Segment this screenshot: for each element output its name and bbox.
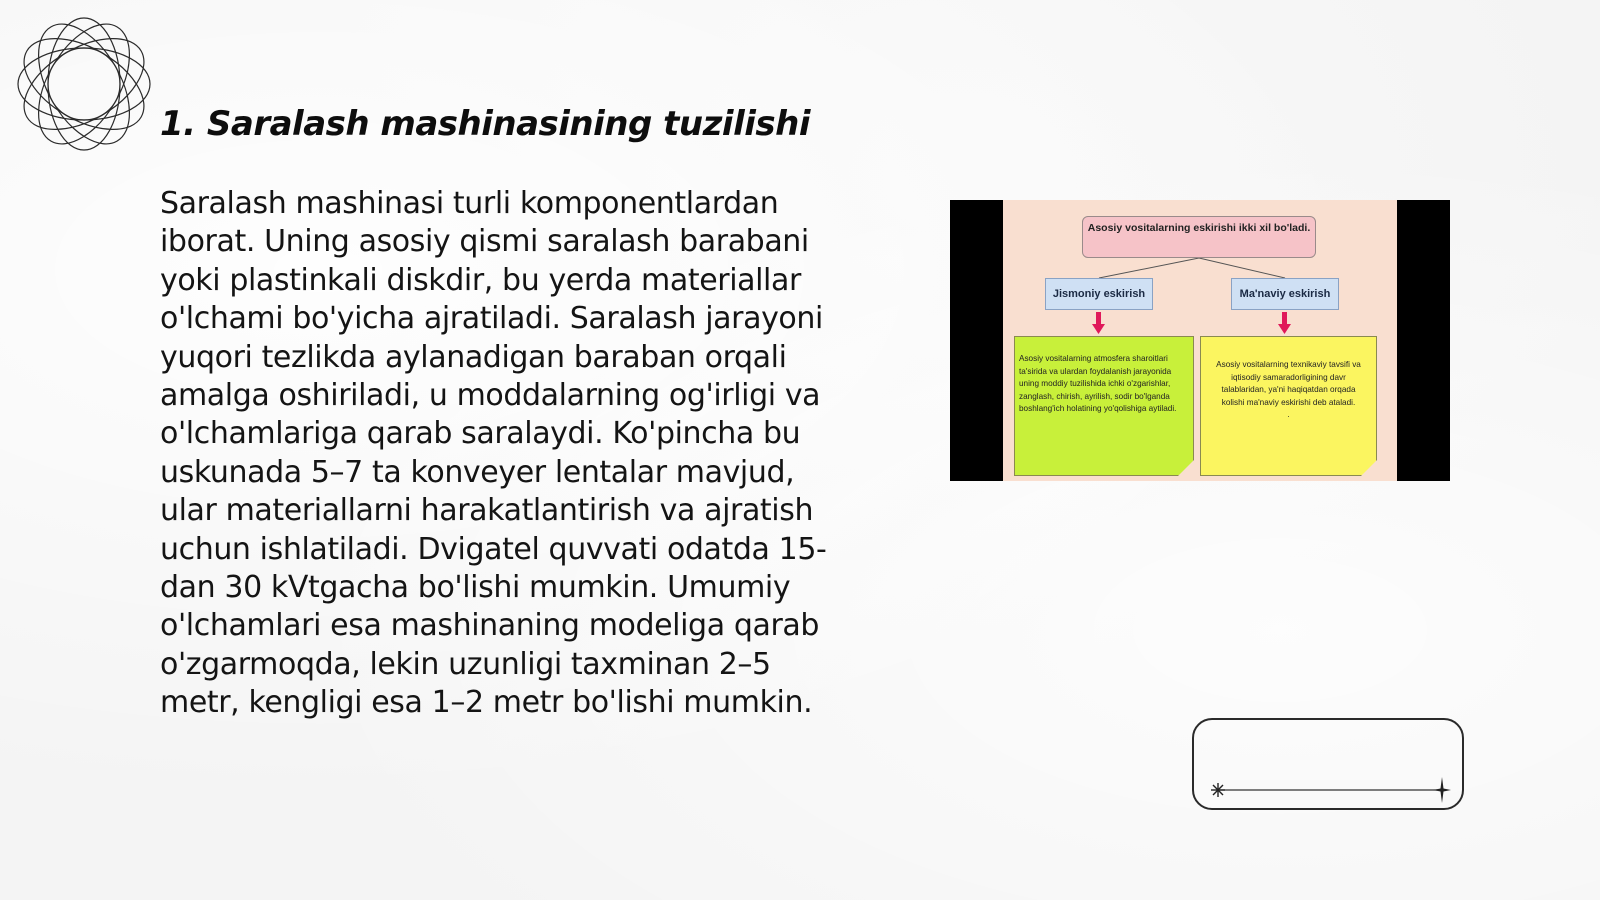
diagram-canvas (1003, 200, 1397, 481)
diagram-top-box: Asosiy vositalarning eskirishi ikki xil bo'ladi. (1082, 216, 1316, 258)
slide-title: 1. Saralash mashinasining tuzilishi (160, 104, 810, 144)
category-moral: Ma'naviy eskirish (1231, 278, 1339, 310)
sparkle-icon (1211, 783, 1225, 797)
depreciation-diagram (950, 200, 1450, 481)
slide-body-text: Saralash mashinasi turli komponentlardan iborat. Uning asosiy qismi saralash barabani yoki plastinkali diskdir, bu yerda materiallar o'lchami bo'yicha ajratiladi. Saralash jarayoni yuqori tezlikda aylanadigan baraban orqali amalga oshiriladi, u moddalarning og'irligi va o'lchamlariga qarab saralaydi. Ko'pincha bu uskunada 5–7 ta konveyer lentalar mavjud, ular materiallarni harakatlantirish va ajratish uchun ishlatiladi. Dvigatel quvvati odatda 15-dan 30 kVtgacha bo'lishi mumkin. Umumiy o'lchamlari esa mashinaning modeliga qarab o'zgarmoqda, lekin uzunligi taxminan 2–5 metr, kengligi esa 1–2 metr bo'lishi mumkin. (160, 186, 827, 721)
spirograph-orb-icon (10, 10, 158, 158)
note-moral (1200, 336, 1377, 476)
category-physical: Jismoniy eskirish (1045, 278, 1153, 310)
decorative-line (1194, 720, 1466, 812)
note-physical-text: Asosiy vositalarning atmosfera sharoitlari ta'sirida va ulardan foydalanish jarayonida uning moddiy tuzilishida ichki o'zgarishlar, zanglash, chirish, ayrilish, sodir bo'lganda boshlang'ich holatining yo'qolishiga aytiladi. (1019, 354, 1177, 413)
page-fold-icon (1178, 460, 1194, 476)
arrow-down-icon (1278, 312, 1291, 334)
note-moral-extra: . (1287, 410, 1290, 419)
note-moral-text: Asosiy vositalarning texnikaviy tavsifi va iqtisodiy samaradorligining davr talablaridan, ya'ni haqiqatdan orqada kolishi ma'naviy eskirishi deb ataladi. (1216, 360, 1361, 407)
decorative-line-box (1192, 718, 1464, 810)
plus-star-icon (1433, 777, 1451, 803)
arrow-down-icon (1092, 312, 1105, 334)
note-physical (1014, 336, 1194, 476)
page-fold-icon (1361, 460, 1377, 476)
